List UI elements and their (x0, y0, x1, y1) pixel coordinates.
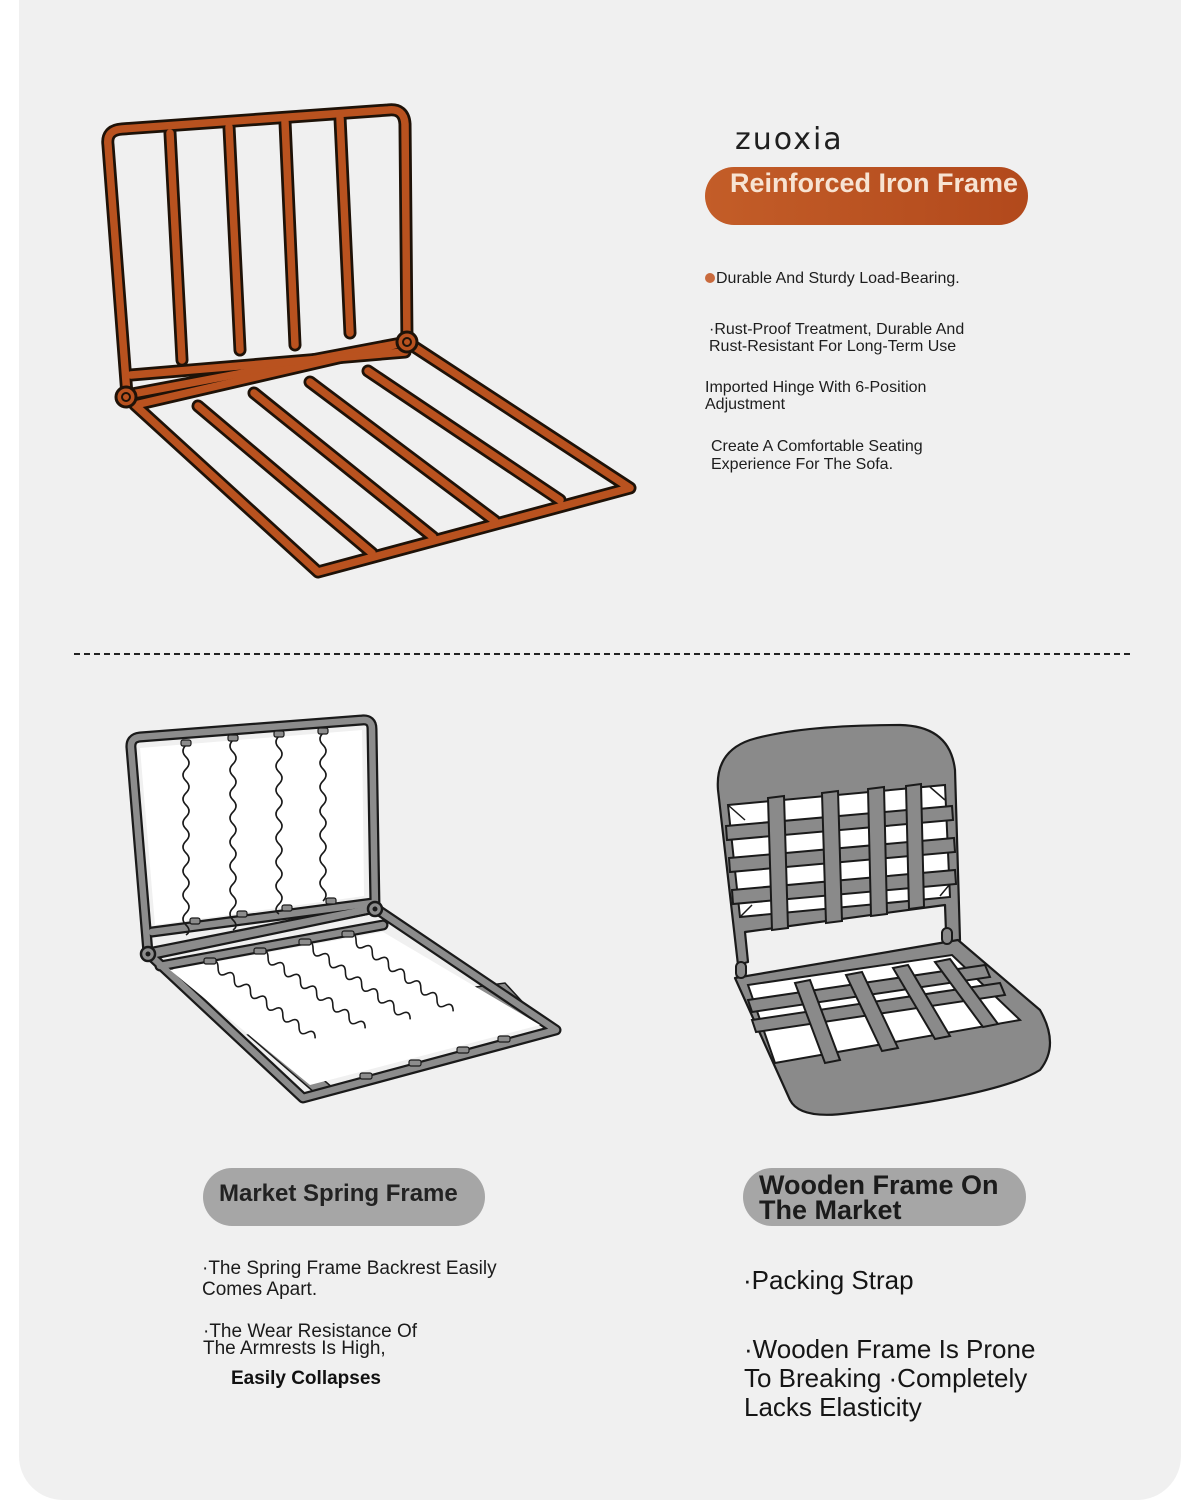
spring-feature-2: ·The Wear Resistance Of The Armrests Is High, (203, 1321, 418, 1359)
section-divider (74, 653, 1130, 655)
spring-frame-illustration (125, 710, 570, 1110)
iron-frame-illustration (95, 95, 655, 595)
iron-feature-2: ·Rust-Proof Treatment, Durable And Rust-Resistant For Long-Term Use (709, 321, 965, 355)
wooden-frame-illustration (710, 720, 1060, 1125)
wood-feature-2: ·Wooden Frame Is Prone To Breaking ·Completely Lacks Elasticity (744, 1334, 1036, 1422)
brand-logo: zuoxia (735, 122, 844, 157)
spring-feature-1: ·The Spring Frame Backrest Easily Comes Apart. (202, 1258, 497, 1300)
iron-frame-title-pill: Reinforced Iron Frame (705, 167, 1028, 225)
wood-feature-1: ·Packing Strap (743, 1265, 914, 1295)
bullet-dot-icon (705, 273, 715, 283)
iron-feature-3: Imported Hinge With 6-Position Adjustment (705, 379, 927, 413)
iron-feature-4: Create A Comfortable Seating Experience For The Sofa. (711, 438, 923, 473)
spring-frame-title-pill: Market Spring Frame (203, 1168, 485, 1226)
wood-frame-title-pill: Wooden Frame On The Market (743, 1168, 1026, 1226)
iron-feature-1: Durable And Sturdy Load-Bearing. (705, 270, 1035, 287)
spring-feature-3: Easily Collapses (231, 1368, 381, 1389)
